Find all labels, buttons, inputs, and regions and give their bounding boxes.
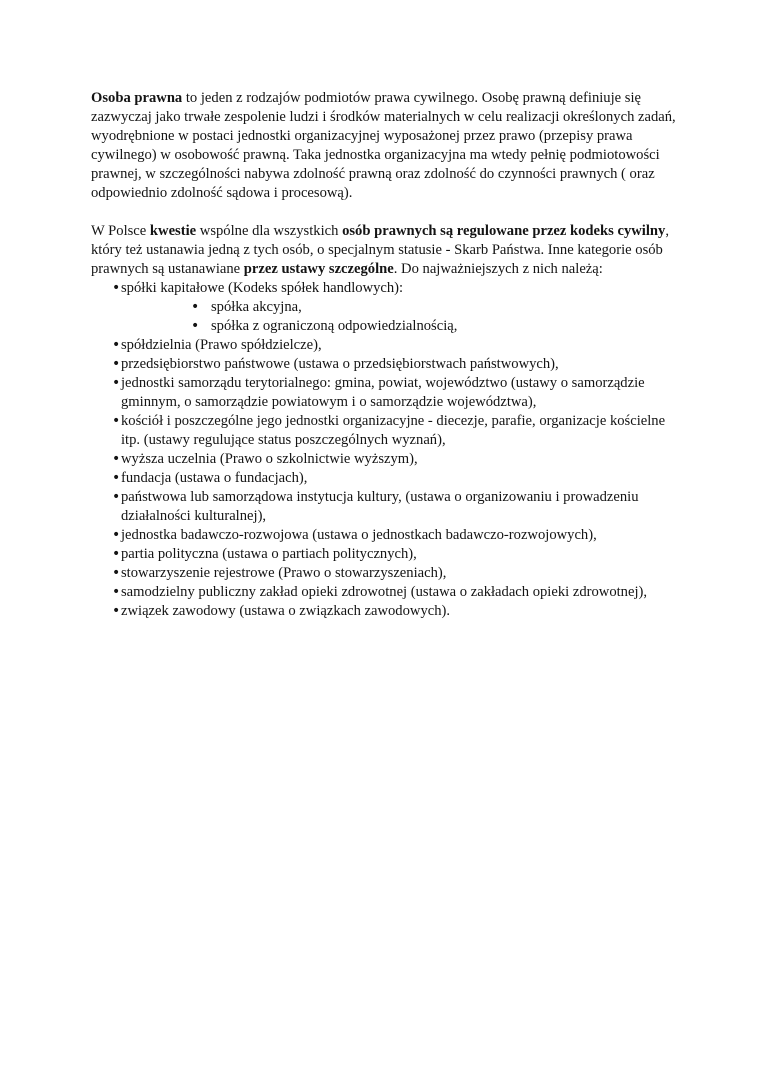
document-page: [91, 89, 676, 621]
intro-paragraph: [91, 89, 676, 203]
list-item: • partia polityczna (ustawa o partiach politycznych),: [91, 545, 676, 564]
list-item: [91, 279, 676, 336]
sublist: [121, 298, 676, 336]
list-item: • stowarzyszenie rejestrowe (Prawo o stowarzyszeniach),: [91, 564, 676, 583]
list-item: • związek zawodowy (ustawa o związkach zawodowych).: [91, 602, 676, 621]
list-item: • jednostki samorządu terytorialnego: gmina, powiat, województwo (ustawy o samorządzie gminnym, o samorządzie powiatowym i o samorządzie województwa),: [91, 374, 676, 412]
list-item: • jednostka badawczo-rozwojowa (ustawa o jednostkach badawczo-rozwojowych),: [91, 526, 676, 545]
regulation-text-3: , który też ustanawia jedną z tych osób, o specjalnym statusie - Skarb Państwa. Inne kategorie osób prawnych są ustanawiane: [91, 223, 669, 277]
sublist-item: • spółka akcyjna,: [121, 298, 676, 317]
list-item: • spółdzielnia (Prawo spółdzielcze),: [91, 336, 676, 355]
legal-persons-list: [91, 279, 676, 621]
list-item: • wyższa uczelnia (Prawo o szkolnictwie wyższym),: [91, 450, 676, 469]
regulation-bold-kwestie: kwestie: [149, 223, 197, 239]
list-item: • kościół i poszczególne jego jednostki organizacyjne - diecezje, parafie, organizacje kościelne itp. (ustawy regulujące status poszczególnych wyznań),: [91, 412, 676, 450]
list-item-text: spółki kapitałowe (Kodeks spółek handlowych):: [121, 280, 404, 296]
regulation-text-1: W Polsce: [91, 223, 150, 239]
term-osoba-prawna: Osoba prawna: [91, 90, 183, 106]
intro-paragraph-text: to jeden z rodzajów podmiotów prawa cywilnego. Osobę prawną definiuje się zazwyczaj jako trwałe zespolenie ludzi i środków materialnych w celu realizacji określonych zadań, wyodrębnione w postaci jednostki organizacyjnej wyposażonej przez prawo (przepisy prawa cywilnego) w osobowość prawną. Taka jednostka organizacyjna ma wtedy pełnię podmiotowości prawnej, w szczególności nabywa zdolność prawną oraz zdolność do czynności prawnych ( oraz odpowiednio zdolność sądowa i procesową).: [91, 90, 676, 201]
regulation-bold-kodeks: osób prawnych są regulowane przez kodeks cywilny: [342, 223, 666, 239]
list-item: • przedsiębiorstwo państwowe (ustawa o przedsiębiorstwach państwowych),: [91, 355, 676, 374]
regulation-text-4: . Do najważniejszych z nich należą:: [393, 261, 603, 277]
list-item: • samodzielny publiczny zakład opieki zdrowotnej (ustawa o zakładach opieki zdrowotnej),: [91, 583, 676, 602]
regulation-paragraph: [91, 222, 676, 279]
regulation-bold-ustawy: przez ustawy szczególne: [243, 261, 394, 277]
list-item: • państwowa lub samorządowa instytucja kultury, (ustawa o organizowaniu i prowadzeniu działalności kulturalnej),: [91, 488, 676, 526]
regulation-text-2: wspólne dla wszystkich: [196, 223, 343, 239]
sublist-item: • spółka z ograniczoną odpowiedzialnością,: [121, 317, 676, 336]
list-item: • fundacja (ustawa o fundacjach),: [91, 469, 676, 488]
